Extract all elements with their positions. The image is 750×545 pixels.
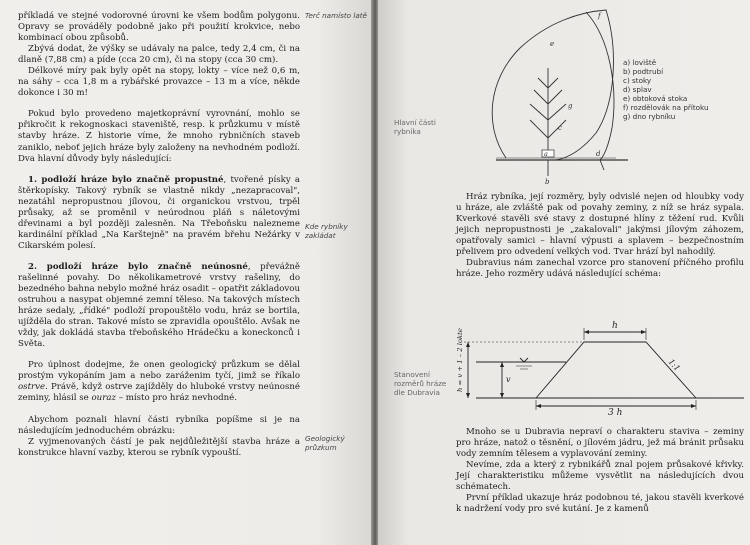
paragraph: Hráz rybníka, její rozměry, byly odvislé nejen od hloubky vody u hráze, ale zvláště pak od povahy zeminy, z níž se hráz sypala. Kverkové stavěli své stavy z dostupné hlíny z těžení rud. Kvůli jejich nepropustnosti je „zakalovali" jakýmsi jílovým záhozem, opatřovaly samici – hlavní výpusti a splavem – bezpečnostním přelivem pro odvedení velkých vod. Tvar hrází byl nahodilý.: [456, 192, 744, 258]
label-c: c: [558, 124, 562, 132]
label-g: g: [568, 102, 573, 110]
paragraph: Z vyjmenovaných částí je pak nejdůležitější stavba hráze a konstrukce hlavní vazby, kterou se rybník vypouští.: [18, 436, 300, 458]
paragraph: Pokud bylo provedeno majetkoprávní vyrovnání, mohlo se přikročit k rekognoskaci staveniště, resp. k průzkumu v místě stavby hráze. Z historie víme, že mnoho rybničních staveb zaniklo, neboť jejich hráze byly založeny na nevhodném podloží. Dva hlavní důvody byly následující:: [18, 109, 300, 164]
dam-profile-diagram: [456, 300, 746, 418]
left-body-text: [18, 11, 300, 459]
paragraph-heading: 1. podloží hráze bylo značně propustné: [28, 174, 224, 185]
height-formula-label: h = v + 1 – 2 lokte: [456, 328, 464, 392]
bypass-channel: [586, 12, 614, 160]
right-body-text-b: [456, 427, 744, 515]
paragraph-text: . Právě, když ostrve zajížděly do hluboké vrstvy neúnosné zeminy, hlásil se: [18, 382, 300, 404]
slope-label: 1:1: [666, 357, 682, 373]
pond-outline: [492, 10, 613, 160]
pond-legend: [623, 58, 709, 121]
italic-term: ouraz: [91, 393, 116, 404]
label-d: d: [596, 150, 601, 158]
label-a: a: [544, 150, 548, 158]
top-width-label: h: [612, 321, 618, 331]
right-body-text-a: [456, 192, 744, 280]
pond-parts-diagram: [478, 8, 628, 190]
water-depth-label: v: [506, 375, 511, 384]
paragraph: Nevíme, zda a který z rybnikářů znal pojem průsakové křivky. Její charakteristiku můžeme vysvětlit na následujících dvou schématech.: [456, 460, 744, 493]
paragraph-text: Pro úplnost dodejme, že onen geologický průzkum se dělal prostým vykopáním jam a nebo zaráženim tyčí, jimž se říkalo: [18, 360, 300, 382]
paragraph: příkladá ve stejné vodorovné úrovni ke všem bodům polygonu. Opravy se prováděly podobně jako při použití krokvice, nebo kombinací obou způsobů.: [18, 11, 300, 44]
label-f: f: [598, 12, 601, 20]
paragraph: Dubravius nám zanechal vzorce pro stanovení příčného profilu hráze. Jeho rozměry udává následující schéma:: [456, 258, 744, 280]
legend-item: a) loviště: [623, 58, 657, 67]
paragraph: [18, 262, 300, 350]
legend-item: c) stoky: [623, 76, 652, 85]
margin-note: Kde rybníky zakládat: [305, 222, 348, 240]
paragraph: Abychom poznali hlavní části rybníka popíšme si je na následujícím jednoduchém obrázku:: [18, 414, 300, 436]
paragraph: [18, 360, 300, 404]
left-page: [0, 0, 372, 545]
paragraph: Délkové míry pak byly opět na stopy, lokty – více než 0,6 m, na sáhy – cca 1,8 m a rybářské provazce – 13 m a více, někde dokonce i 30 m!: [18, 66, 300, 99]
label-b: b: [545, 178, 550, 186]
figure-caption: Hlavní části rybníka: [394, 118, 436, 136]
legend-item: b) podtrubí: [623, 67, 664, 76]
paragraph-text: , převážně rašelinné povahy. Do několikametrové vrstvy rašeliny, do bezedného bahna nebylo možné hráz osadit – opatřit základovou ostruhou a nasypat objemné zemní těleso. Na takových místech hráze sedaly, „řídké" podloží propouštělo vodu, hráz se bortila, ujížděla do stran. Takové místo se zpravidla opouštělo. Avšak ne vždy, jak dokládá stavba třeboňského Hrádečku a koneckonců i Světa.: [18, 261, 301, 350]
paragraph-heading: 2. podloží hráze bylo značně neúnosné: [28, 261, 248, 272]
paragraph: [18, 175, 300, 252]
paragraph-text: , tvořené písky a štěrkopísky. Takový rybník se vlastně nikdy „nezapracoval", nezatáhl nepropustnou jílovou, či organickou vrstvou, trpěl průsaky, až se proměnil v neúrodnou pláň s náletovými dřevinami a byl později zalesněn. Na Třeboňsku nalezneme kardinální příklad „Na Karštejně" na pravém břehu Nežárky v Cikarském polesí.: [18, 174, 300, 251]
legend-item: d) splav: [623, 85, 652, 94]
margin-note: Terč namísto latě: [305, 11, 367, 20]
right-page: [378, 0, 750, 545]
paragraph-text: – místo pro hráz nevhodné.: [115, 393, 237, 404]
paragraph: První příklad ukazuje hráz podobnou té, jakou stavěli kverkové k nadržení vody pro své kutání. Je z kamenů: [456, 493, 744, 515]
paragraph: Zbývá dodat, že výšky se udávaly na palce, tedy 2,4 cm, či na dlaně (7,88 cm) a píde (cca 20 cm), či na stopy (cca 30 cm).: [18, 44, 300, 66]
margin-note: Geologický průzkum: [305, 434, 345, 452]
dam-body: [536, 342, 696, 398]
figure-caption: Stanovení rozměrů hráze dle Dubravia: [394, 370, 447, 397]
legend-item: e) obtoková stoka: [623, 94, 688, 103]
paragraph: Mnoho se u Dubravia nepraví o charakteru staviva – zeminy pro hráze, natož o těsnění, o jílovém jádru, jež má bránit průsaku vody zemním tělesem a vyplavování zeminy.: [456, 427, 744, 460]
bottom-width-label: 3 h: [608, 408, 623, 418]
label-e: e: [550, 40, 555, 48]
italic-term: ostrve: [18, 382, 46, 393]
legend-item: g) dno rybníku: [623, 112, 676, 121]
legend-item: f) rozdělovák na přítoku: [623, 103, 709, 112]
